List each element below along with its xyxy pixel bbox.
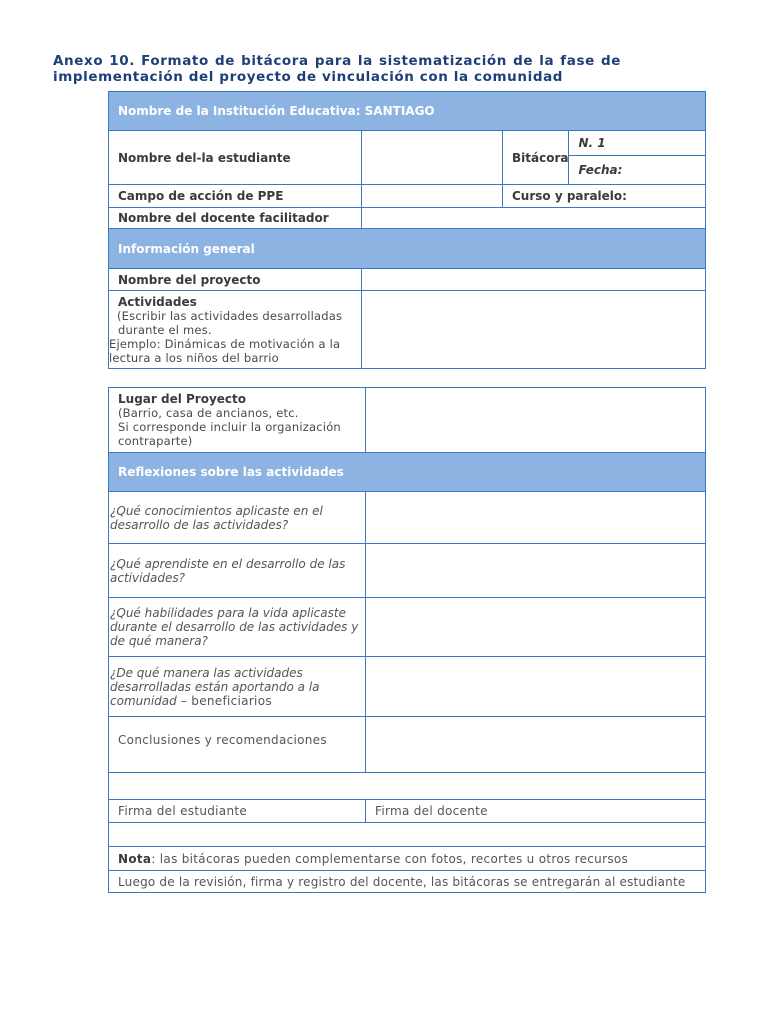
- lugar-desc-2: Si corresponde incluir la organización contraparte): [118, 420, 341, 448]
- actividades-ejemplo: Ejemplo: Dinámicas de motivación a la lectura a los niños del barrio: [109, 337, 341, 365]
- answer-2-field[interactable]: [366, 544, 706, 598]
- conclusiones-field[interactable]: [366, 717, 706, 773]
- answer-4-field[interactable]: [366, 657, 706, 717]
- proyecto-label: Nombre del proyecto: [109, 269, 362, 291]
- info-general-header: Información general: [109, 229, 706, 269]
- answer-1-field[interactable]: [366, 492, 706, 544]
- document-title: [53, 53, 653, 85]
- fecha-label: Fecha:: [578, 162, 623, 177]
- question-2: ¿Qué aprendiste en el desarrollo de las actividades?: [109, 544, 366, 598]
- bitacora-header-table: [108, 91, 706, 369]
- actividades-field[interactable]: [362, 291, 706, 369]
- docente-label: Nombre del docente facilitador: [109, 208, 362, 229]
- bitacora-number: N. 1: [569, 131, 705, 155]
- campo-accion-field[interactable]: [362, 185, 503, 208]
- lugar-field[interactable]: [366, 388, 706, 453]
- conclusiones-label: Conclusiones y recomendaciones: [109, 717, 366, 773]
- docente-field[interactable]: [362, 208, 706, 229]
- lugar-cell: [109, 388, 366, 453]
- luego-row: Luego de la revisión, firma y registro del docente, las bitácoras se entregarán al estudiante: [109, 871, 706, 893]
- proyecto-field[interactable]: [362, 269, 706, 291]
- nota-row: Nota: las bitácoras pueden complementarse con fotos, recortes u otros recursos: [109, 847, 706, 871]
- blank-row-2: [109, 823, 706, 847]
- student-name-field[interactable]: [362, 131, 503, 185]
- curso-paralelo-label: Curso y paralelo:: [503, 185, 706, 208]
- institution-header: Nombre de la Institución Educativa: SANTIAGO: [109, 92, 706, 131]
- question-3: ¿Qué habilidades para la vida aplicaste durante el desarrollo de las actividades y de qué manera?: [109, 598, 366, 657]
- student-name-label: Nombre del-la estudiante: [109, 131, 362, 185]
- lugar-label: Lugar del Proyecto: [118, 392, 247, 406]
- answer-3-field[interactable]: [366, 598, 706, 657]
- bitacora-label: Bitácora: [503, 131, 569, 184]
- firma-docente[interactable]: Firma del docente: [366, 800, 706, 823]
- question-1: ¿Qué conocimientos aplicaste en el desarrollo de las actividades?: [109, 492, 366, 544]
- actividades-desc: (Escribir las actividades desarrolladas durante el mes.: [117, 309, 343, 337]
- blank-row: [109, 773, 706, 800]
- reflexiones-table: [108, 387, 706, 893]
- question-4: ¿De qué manera las actividades desarrolladas están aportando a la comunidad – beneficiarios: [109, 657, 366, 717]
- reflexiones-header: Reflexiones sobre las actividades: [109, 453, 706, 492]
- actividades-cell: [109, 291, 362, 369]
- title-line-2: implementación del proyecto de vinculación con la comunidad: [53, 69, 564, 85]
- firma-estudiante[interactable]: Firma del estudiante: [109, 800, 366, 823]
- campo-accion-label: Campo de acción de PPE: [109, 185, 362, 208]
- title-line-1: Anexo 10. Formato de bitácora para la sistematización de la fase de: [53, 53, 621, 69]
- actividades-label: Actividades: [118, 295, 197, 309]
- lugar-desc-1: (Barrio, casa de ancianos, etc.: [118, 406, 299, 420]
- bitacora-cell: [503, 131, 706, 185]
